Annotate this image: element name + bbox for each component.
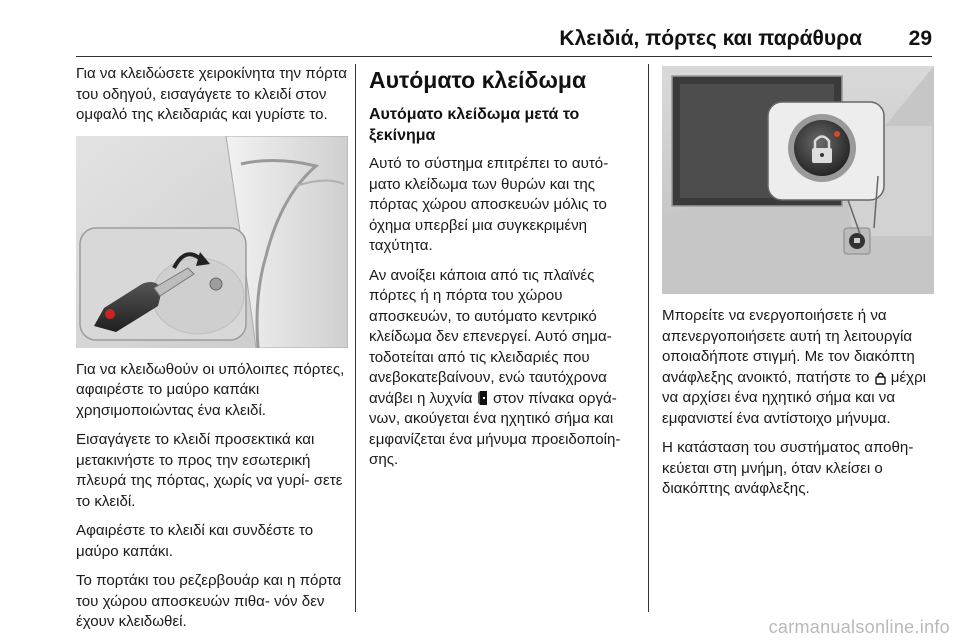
chapter-title: Κλειδιά, πόρτες και παράθυρα: [559, 27, 862, 50]
paragraph-other-doors: Για να κλειδωθούν οι υπόλοιπες πόρτες, αφαιρέστε το μαύρο καπάκι χρησιμοποιώντας ένα κλειδί.: [76, 360, 345, 419]
column-right: [662, 64, 934, 509]
paragraph-memory-state: Η κατάσταση του συστήματος αποθη- κεύεται στη μνήμη, όταν κλείσει ο διακόπτης ανάφλεξης.: [662, 439, 914, 497]
paragraph-door-open-warning: Αν ανοίξει κάποια από τις πλαϊνές πόρτες ή η πόρτα του χώρου αποσκευών, το αυτόματο κεντρικό κλείδωμα δεν επενεργεί. Αυτό σημα- τοδοτείται από τις κλειδαριές που ανεβοκατεβαίνουν, ενώ ταυτόχρονα ανάβει η λυχνία στον πίνακα οργά- νων, ακούγεται ένα ηχητικό σήμα και εμφανίζεται ένα μήνυμα προειδοποίη- σης.: [369, 266, 621, 468]
section-heading: Αυτόματο κλείδωμα: [369, 67, 587, 93]
subsection-heading: Αυτόματο κλείδωμα μετά το ξεκίνημα: [369, 106, 580, 144]
watermark: carmanualsonline.info: [768, 617, 950, 637]
page-number: 29: [908, 27, 932, 50]
column-left: [76, 64, 348, 642]
paragraph-fuel-flap-note: Το πορτάκι του ρεζερβουάρ και η πόρτα του χώρου αποσκευών πιθα- νόν δεν έχουν κλειδωθεί.: [76, 572, 342, 630]
paragraph-manual-lock: Για να κλειδώσετε χειροκίνητα την πόρτα του οδηγού, εισαγάγετε το κλειδί στον ομφαλό της κλειδαριάς και γυρίστε το.: [76, 65, 347, 123]
column-divider-1: [355, 64, 356, 612]
paragraph-toggle-function: Μπορείτε να ενεργοποιήσετε ή να απενεργοποιήσετε αυτή τη λειτουργία οποιαδήποτε στιγμή. Με τον διακόπτη ανάφλεξης ανοικτό, πατήστε το μέχρι να αρχίσει ένα ηχητικό σήμα και να εμφανιστεί ένα αντίστοιχο μήνυμα.: [662, 307, 927, 427]
door-lock-key-illustration: [76, 136, 348, 348]
dashboard-lock-button-illustration: [662, 66, 934, 294]
door-open-warning-icon: [477, 390, 489, 406]
lock-button-icon: [874, 371, 887, 385]
paragraph-remove-key: Αφαιρέστε το κλειδί και συνδέστε το μαύρο καπάκι.: [76, 522, 314, 560]
column-middle: [369, 64, 641, 480]
page-header: [0, 0, 960, 62]
column-divider-2: [648, 64, 649, 612]
paragraph-system-description: Αυτό το σύστημα επιτρέπει το αυτό- ματο κλείδωμα των θυρών και της πόρτας χώρου αποσκευών μόλις το όχημα υπερβεί μια συγκεκριμένη ταχύτητα.: [369, 155, 609, 254]
header-rule: [76, 56, 932, 57]
paragraph-insert-key: Εισαγάγετε το κλειδί προσεκτικά και μετακινήστε το προς την εσωτερική πλευρά της πόρτας, χωρίς να γυρί- σετε το κλειδί.: [76, 431, 343, 510]
